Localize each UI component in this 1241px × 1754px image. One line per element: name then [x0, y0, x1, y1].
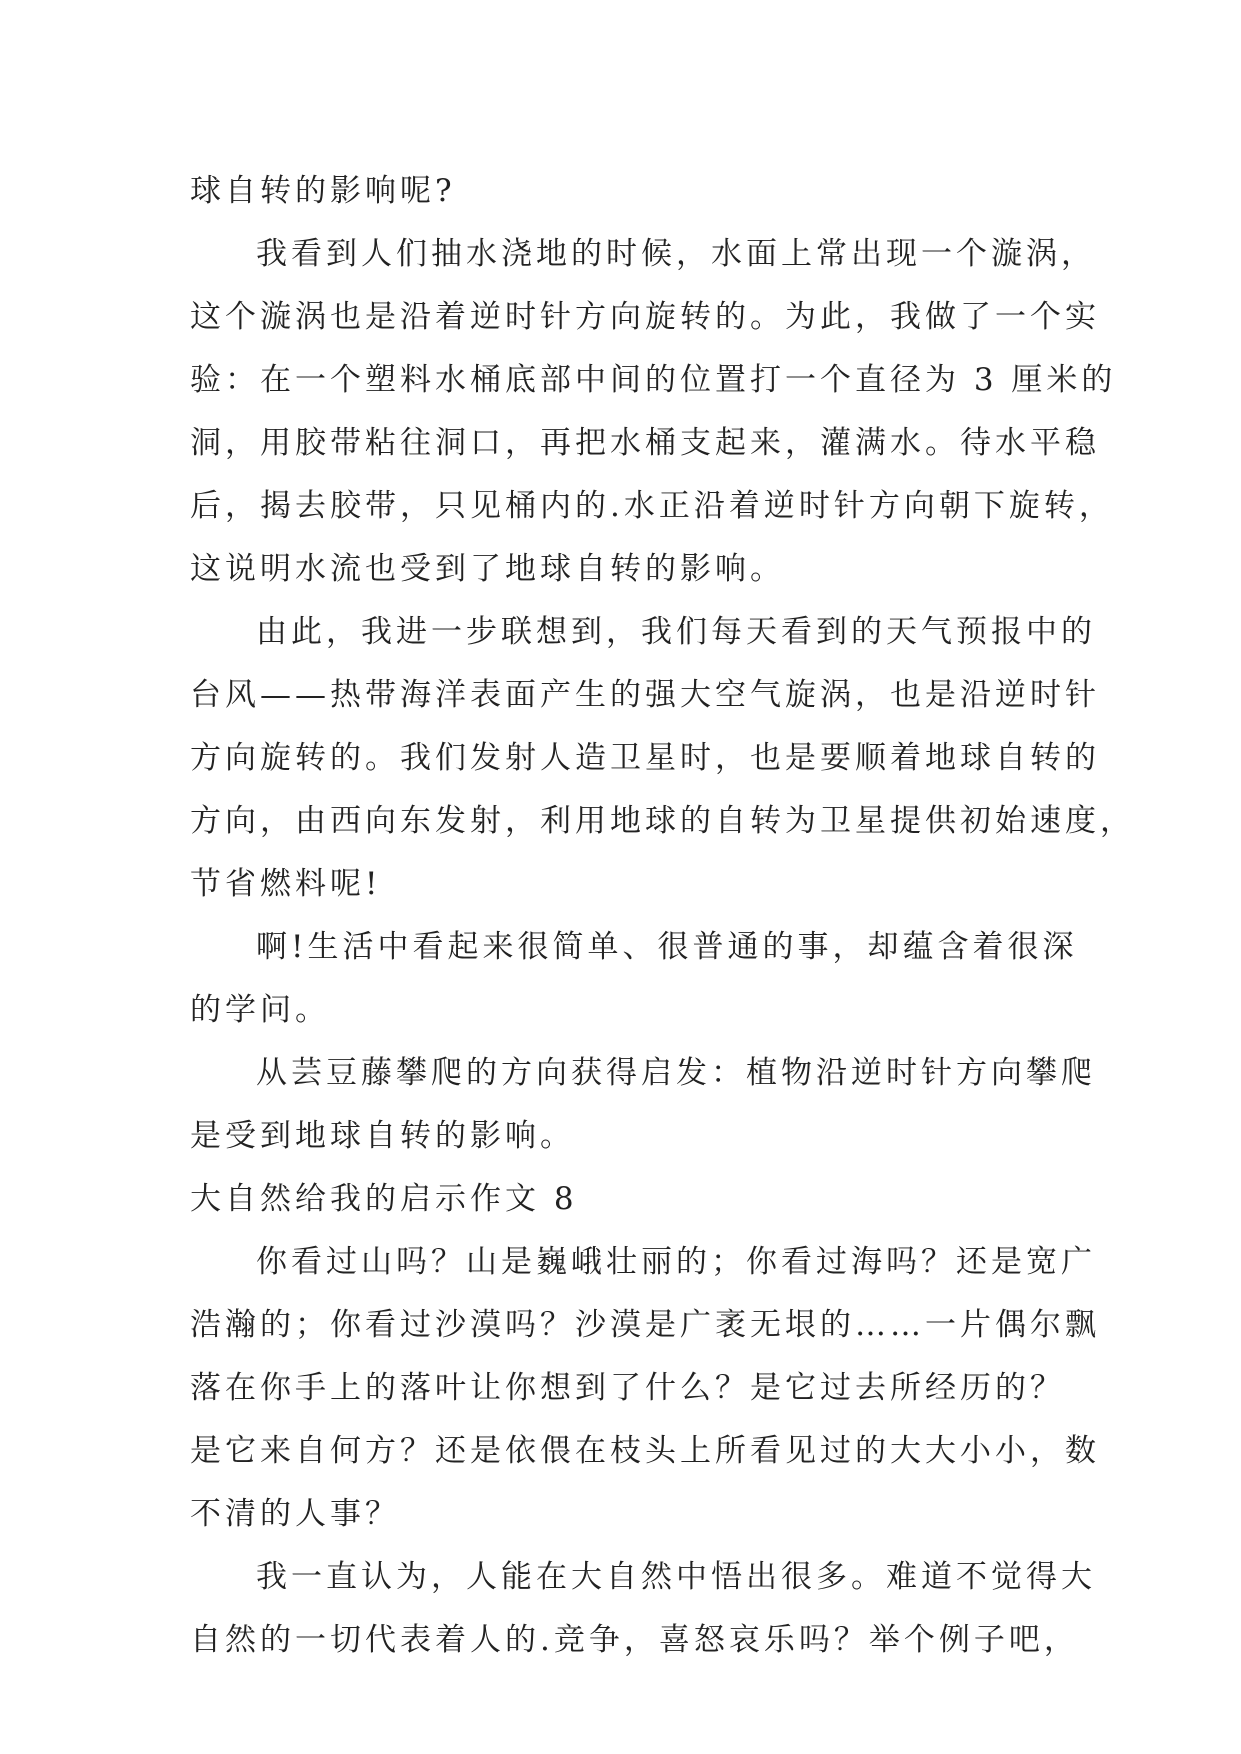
- text-line: 节省燃料呢!: [190, 866, 382, 902]
- text-line: 我一直认为，人能在大自然中悟出很多。难道不觉得大: [256, 1559, 1096, 1595]
- text-line: 的学问。: [190, 992, 330, 1028]
- text-line: 大自然给我的启示作文 8: [190, 1181, 578, 1217]
- text-line: 方向旋转的。我们发射人造卫星时，也是要顺着地球自转的: [190, 740, 1100, 776]
- text-line: 落在你手上的落叶让你想到了什么？是它过去所经历的？: [190, 1370, 1065, 1406]
- text-line: 从芸豆藤攀爬的方向获得启发：植物沿逆时针方向攀爬: [256, 1055, 1096, 1091]
- text-line: 后，揭去胶带，只见桶内的.水正沿着逆时针方向朝下旋转，: [190, 488, 1114, 524]
- text-line: 洞，用胶带粘往洞口，再把水桶支起来，灌满水。待水平稳: [190, 425, 1100, 461]
- text-line: 啊!生活中看起来很简单、很普通的事，却蕴含着很深: [256, 929, 1078, 965]
- text-line: 你看过山吗？山是巍峨壮丽的；你看过海吗？还是宽广: [256, 1244, 1096, 1280]
- text-line: 这说明水流也受到了地球自转的影响。: [190, 551, 785, 587]
- text-line: 由此，我进一步联想到，我们每天看到的天气预报中的: [256, 614, 1096, 650]
- document-body: [190, 160, 1135, 1672]
- text-line: 球自转的影响呢?: [190, 173, 456, 209]
- text-line: 这个漩涡也是沿着逆时针方向旋转的。为此，我做了一个实: [190, 299, 1100, 335]
- text-line: 是它来自何方？还是依偎在枝头上所看见过的大大小小，数: [190, 1433, 1100, 1469]
- text-line: 台风——热带海洋表面产生的强大空气旋涡，也是沿逆时针: [190, 677, 1100, 713]
- text-line: 不清的人事？: [190, 1496, 400, 1532]
- text-line: 浩瀚的；你看过沙漠吗？沙漠是广袤无垠的……一片偶尔飘: [190, 1307, 1100, 1343]
- text-line: 我看到人们抽水浇地的时候，水面上常出现一个漩涡，: [256, 236, 1096, 272]
- text-line: 验：在一个塑料水桶底部中间的位置打一个直径为 3 厘米的: [190, 362, 1117, 398]
- text-line: 方向，由西向东发射，利用地球的自转为卫星提供初始速度，: [190, 803, 1135, 839]
- text-line: 是受到地球自转的影响。: [190, 1118, 575, 1154]
- text-line: 自然的一切代表着人的.竞争，喜怒哀乐吗？举个例子吧，: [190, 1622, 1079, 1658]
